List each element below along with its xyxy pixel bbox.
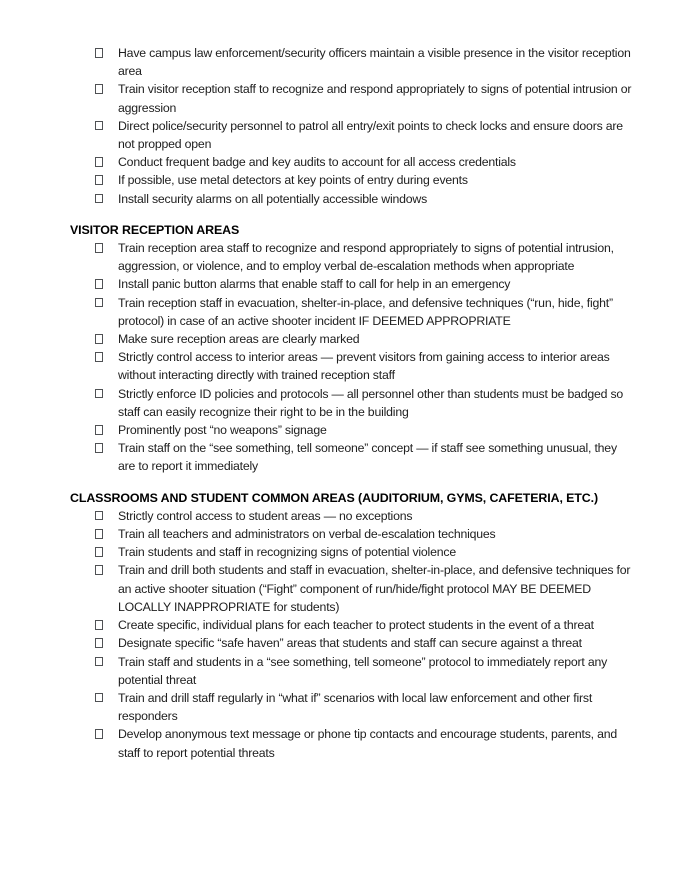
checkbox-icon <box>95 175 103 185</box>
checkbox-icon <box>95 511 103 521</box>
checklist <box>70 507 634 762</box>
checkbox-icon <box>95 243 103 253</box>
checkbox-icon <box>95 194 103 204</box>
checkbox-icon <box>95 389 103 399</box>
checklist-item <box>95 525 634 543</box>
checkbox-icon <box>95 529 103 539</box>
checklist-item <box>95 561 634 616</box>
checklist-item <box>95 153 634 171</box>
checklist-item-text: Strictly enforce ID policies and protocols — all personnel other than students must be badged so staff can easily recognize their right to be in the building <box>118 386 624 419</box>
checklist-item-text: Conduct frequent badge and key audits to account for all access credentials <box>118 155 516 170</box>
checklist-item <box>95 689 634 725</box>
checklist-item <box>95 653 634 689</box>
checkbox-icon <box>95 425 103 435</box>
checklist-item <box>95 117 634 153</box>
checklist-item <box>95 543 634 561</box>
checkbox-icon <box>95 121 103 131</box>
checkbox-icon <box>95 547 103 557</box>
checkbox-icon <box>95 638 103 648</box>
checklist-item-text: Train students and staff in recognizing signs of potential violence <box>118 545 456 560</box>
checklist <box>70 44 634 208</box>
checklist-item-text: Train and drill both students and staff in evacuation, shelter-in-place, and defensive techniques for an active shooter situation (“Fight” component of run/hide/fight protocol MAY BE DEEMED LOCALLY INAPPROPRIATE for students) <box>118 563 631 614</box>
document-body <box>70 44 634 762</box>
checkbox-icon <box>95 279 103 289</box>
checklist-item-text: Prominently post “no weapons” signage <box>118 423 327 438</box>
checkbox-icon <box>95 352 103 362</box>
checklist-item <box>95 190 634 208</box>
checkbox-icon <box>95 620 103 630</box>
document-section <box>70 44 634 208</box>
checklist-item <box>95 171 634 189</box>
checklist-item-text: Train staff on the “see something, tell someone” concept — if staff see something unusual, they are to report it immediately <box>118 441 617 474</box>
checkbox-icon <box>95 443 103 453</box>
checklist-item-text: Install panic button alarms that enable staff to call for help in an emergency <box>118 277 511 292</box>
checklist-item-text: Direct police/security personnel to patrol all entry/exit points to check locks and ensure doors are not propped open <box>118 118 623 152</box>
checklist-item <box>95 385 634 421</box>
checklist-item-text: Strictly control access to student areas — no exceptions <box>118 508 413 523</box>
document-section <box>70 489 634 762</box>
checklist-item <box>95 616 634 634</box>
checkbox-icon <box>95 334 103 344</box>
checklist-item <box>95 421 634 439</box>
checklist-item-text: Designate specific “safe haven” areas that students and staff can secure against a threat <box>118 636 582 651</box>
checkbox-icon <box>95 657 103 667</box>
checkbox-icon <box>95 157 103 167</box>
checklist-item-text: Train all teachers and administrators on verbal de-escalation techniques <box>118 527 496 542</box>
checkbox-icon <box>95 48 103 58</box>
checklist-item <box>95 507 634 525</box>
checklist-item <box>95 239 634 275</box>
checklist-item <box>95 634 634 652</box>
checkbox-icon <box>95 729 103 739</box>
checklist-item-text: Develop anonymous text message or phone tip contacts and encourage students, parents, and staff to report potential threats <box>118 727 617 760</box>
checklist-item-text: Have campus law enforcement/security officers maintain a visible presence in the visitor reception area <box>118 46 631 79</box>
checklist-item <box>95 330 634 348</box>
checklist <box>70 239 634 476</box>
document-section <box>70 221 634 476</box>
checklist-item-text: Install security alarms on all potentially accessible windows <box>118 191 428 206</box>
checkbox-icon <box>95 693 103 703</box>
checkbox-icon <box>95 84 103 94</box>
checklist-item-text: If possible, use metal detectors at key points of entry during events <box>118 173 468 188</box>
checklist-item <box>95 348 634 384</box>
checklist-item-text: Train visitor reception staff to recognize and respond appropriately to signs of potential intrusion or aggression <box>118 82 632 115</box>
checklist-item-text: Train staff and students in a “see something, tell someone” protocol to immediately report any potential threat <box>118 654 608 687</box>
checkbox-icon <box>95 565 103 575</box>
section-heading: CLASSROOMS AND STUDENT COMMON AREAS (AUDITORIUM, GYMS, CAFETERIA, ETC.) <box>70 490 598 505</box>
checklist-item-text: Train and drill staff regularly in “what if” scenarios with local law enforcement and other first responders <box>118 690 593 724</box>
checklist-item <box>95 294 634 330</box>
checklist-item-text: Make sure reception areas are clearly marked <box>118 332 360 347</box>
checklist-item <box>95 439 634 475</box>
checklist-item <box>95 725 634 761</box>
checklist-item <box>95 80 634 116</box>
checklist-item <box>95 275 634 293</box>
checklist-item <box>95 44 634 80</box>
checklist-item-text: Create specific, individual plans for each teacher to protect students in the event of a threat <box>118 618 594 633</box>
checkbox-icon <box>95 298 103 308</box>
checklist-item-text: Train reception staff in evacuation, shelter-in-place, and defensive techniques (“run, hide, fight” protocol) in case of an active shooter incident IF DEEMED APPROPRIATE <box>118 295 613 328</box>
checklist-item-text: Train reception area staff to recognize and respond appropriately to signs of potential intrusion, aggression, or violence, and to employ verbal de-escalation methods when appropriate <box>118 241 614 274</box>
checklist-item-text: Strictly control access to interior areas — prevent visitors from gaining access to interior areas without interacting directly with trained reception staff <box>118 350 610 383</box>
section-heading: VISITOR RECEPTION AREAS <box>70 222 240 237</box>
